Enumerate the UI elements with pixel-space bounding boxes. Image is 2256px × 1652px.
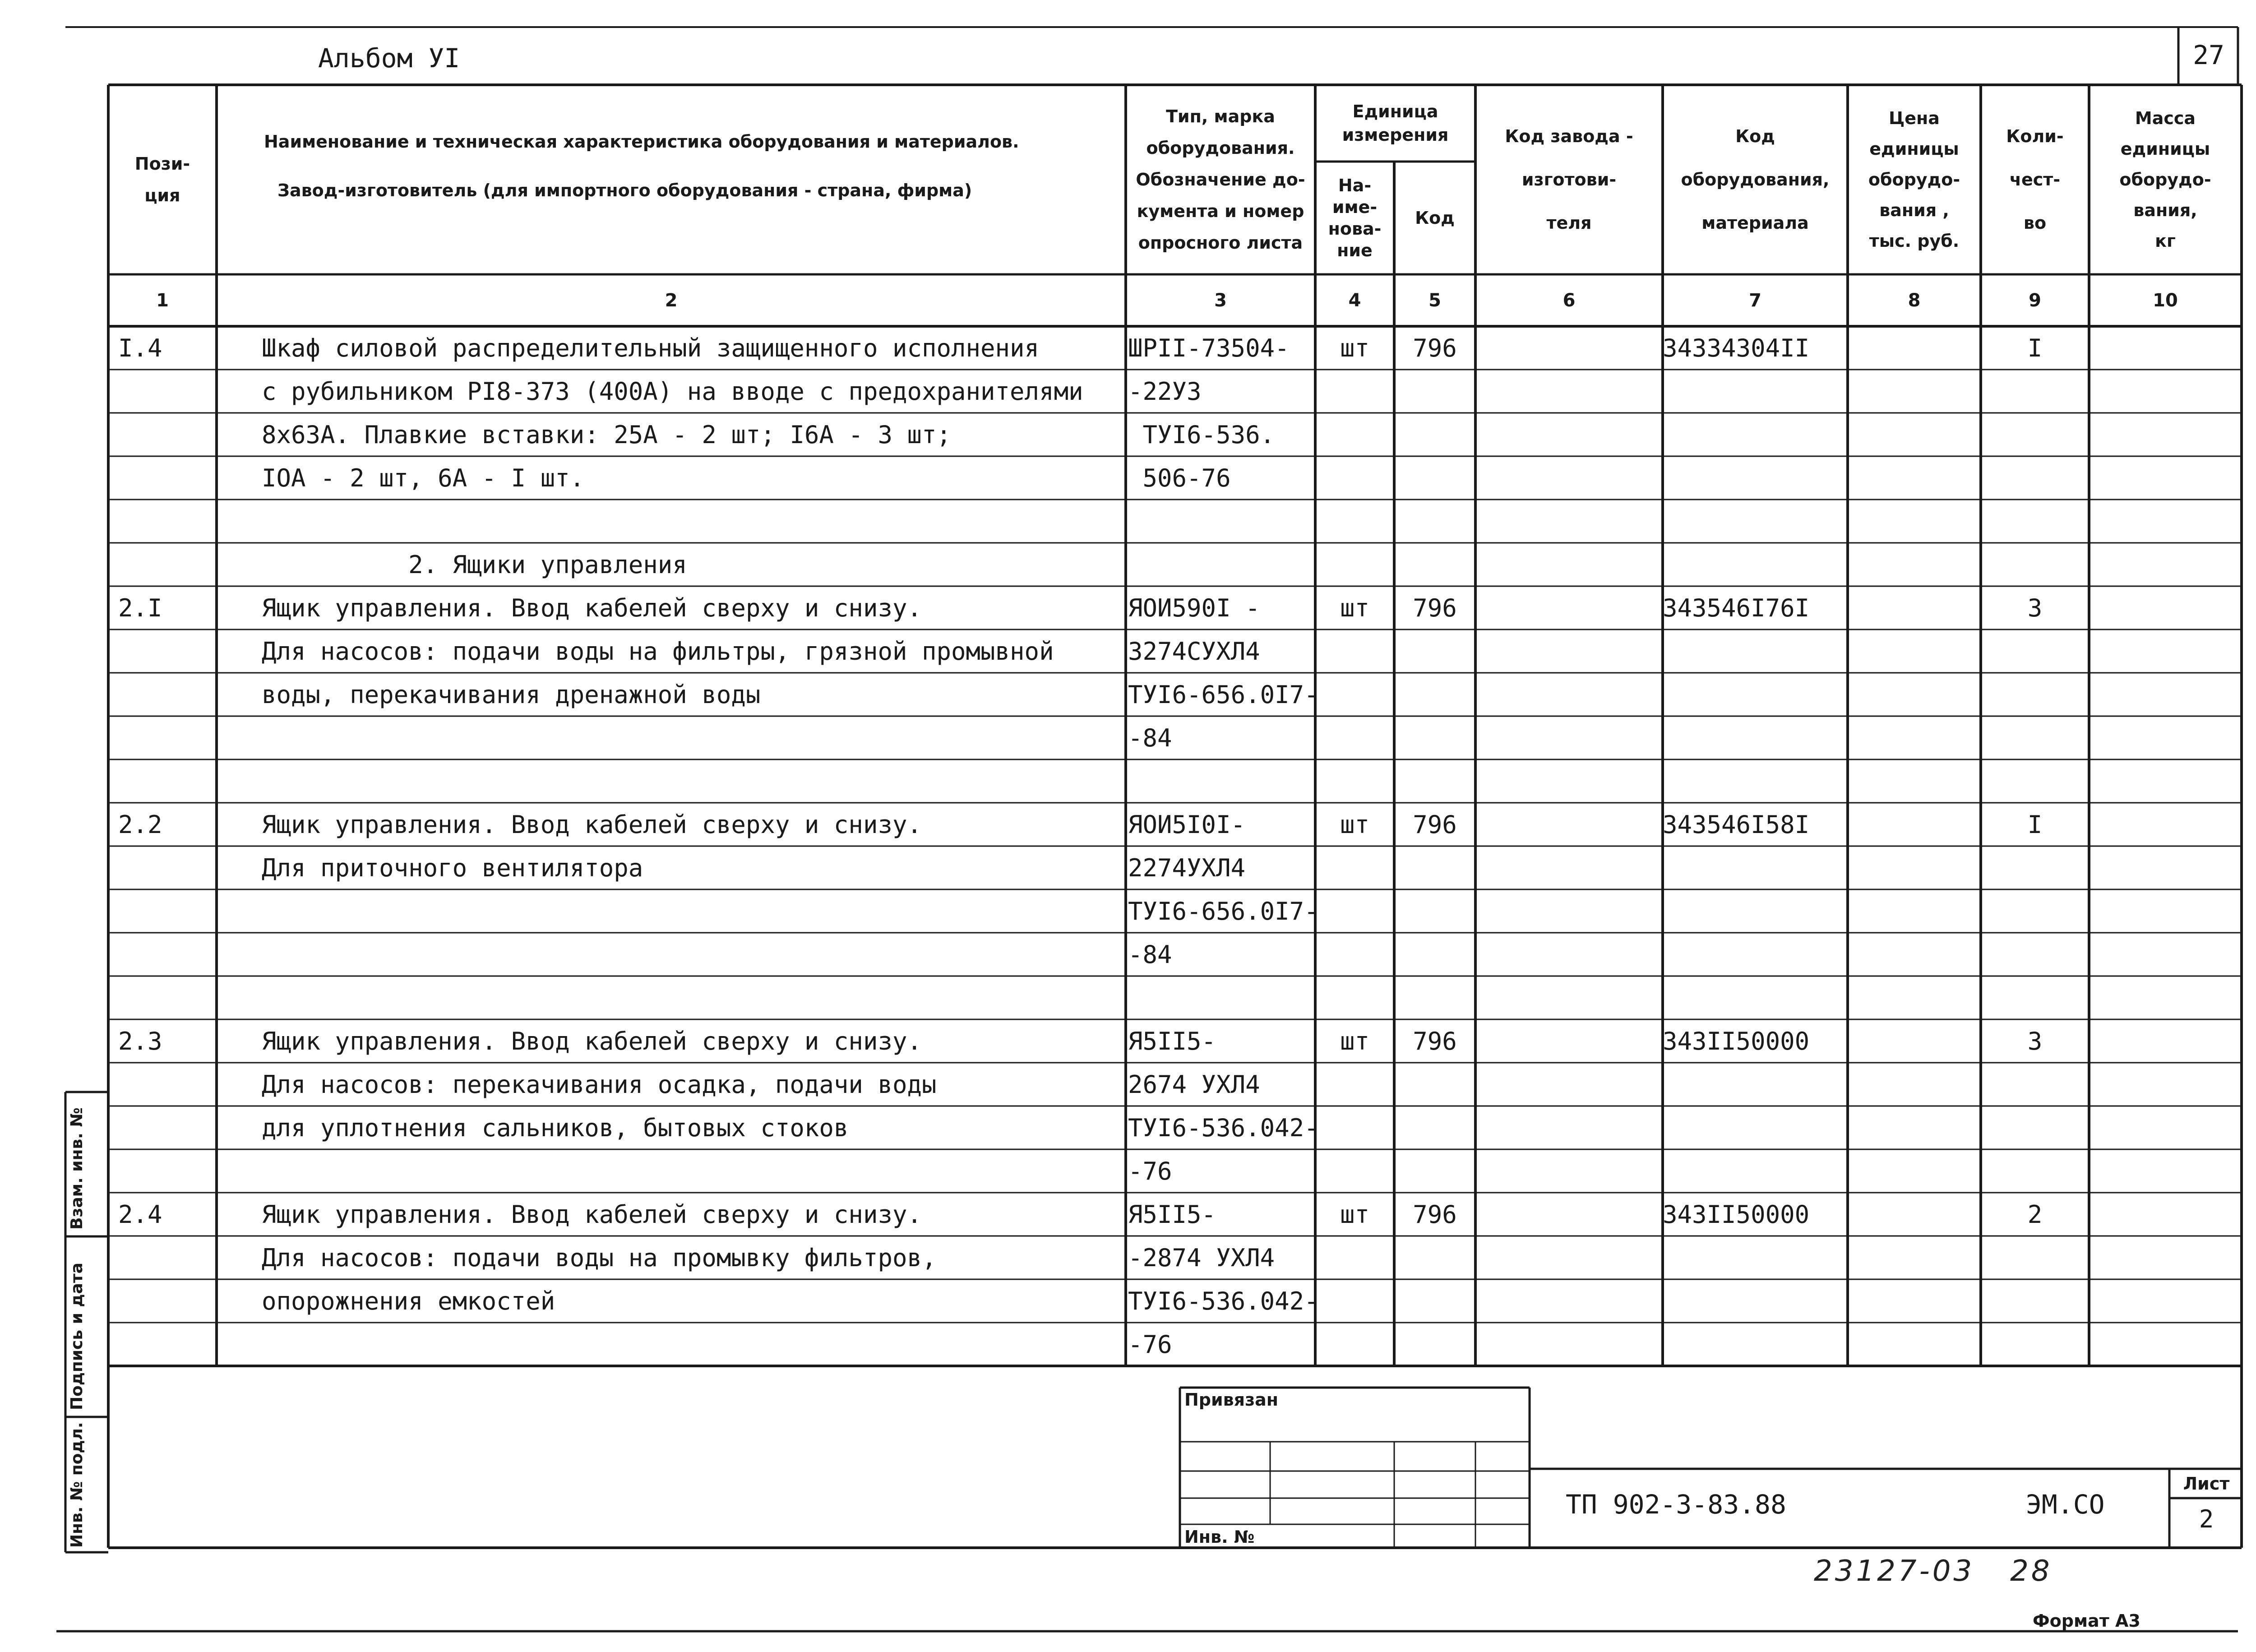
cell-unit-code: 796 — [1413, 1200, 1457, 1229]
cell-name: Шкаф силовой распределительный защищенного исполнения — [262, 333, 1040, 362]
cell-equipment-code: 343546I58I — [1663, 810, 1810, 839]
sheet-number: 2 — [2199, 1505, 2214, 1533]
cell-equipment-code — [1663, 370, 1848, 413]
column-number-9: 9 — [2029, 290, 2041, 311]
sheet-label: Лист — [2183, 1474, 2230, 1494]
cell-unit-code — [1394, 629, 1475, 673]
cell-quantity — [1981, 673, 2089, 716]
cell-equipment-code: 343II50000 — [1663, 1200, 1810, 1229]
cell-quantity — [1981, 370, 2089, 413]
cell-position — [118, 543, 213, 586]
cell-position — [118, 500, 213, 543]
cell-equipment-code — [1663, 1063, 1848, 1106]
cell-type-mark: 2674 УХЛ4 — [1128, 1070, 1260, 1099]
table-row — [0, 456, 2256, 500]
cell-equipment-code: 343546I76I — [1663, 593, 1810, 622]
cell-type-mark: 2274УХЛ4 — [1128, 853, 1246, 882]
table-row — [0, 1236, 2256, 1279]
cell-unit — [1315, 1106, 1394, 1149]
cell-quantity — [1981, 1149, 2089, 1193]
cell-type-mark: Я5II5- — [1128, 1200, 1216, 1229]
cell-unit — [1315, 500, 1394, 543]
cell-unit — [1315, 413, 1394, 456]
cell-type-mark: ТУI6-656.0I7- — [1128, 680, 1319, 709]
cell-unit-code — [1394, 1149, 1475, 1193]
cell-position — [118, 1106, 213, 1149]
cell-quantity — [1981, 1236, 2089, 1279]
cell-position — [118, 1149, 213, 1193]
cell-quantity — [1981, 543, 2089, 586]
cell-position: 2.I — [118, 593, 162, 622]
cell-unit — [1315, 1236, 1394, 1279]
table-row — [0, 716, 2256, 759]
table-row — [0, 543, 2256, 586]
cell-unit: шт — [1340, 593, 1370, 622]
column-number-6: 6 — [1563, 290, 1576, 311]
header-type-mark: Тип, марка оборудования. Обозначение до- кумента и номер опросного листа — [1136, 106, 1305, 253]
cell-equipment-code — [1663, 413, 1848, 456]
column-number-2: 2 — [665, 290, 678, 311]
cell-name: Ящик управления. Ввод кабелей сверху и снизу. — [262, 1027, 922, 1055]
cell-quantity — [1981, 716, 2089, 759]
cell-equipment-code — [1663, 889, 1848, 933]
cell-name — [262, 933, 1119, 976]
cell-position — [118, 456, 213, 500]
table-row — [0, 1019, 2256, 1063]
table-row — [0, 933, 2256, 976]
cell-unit-code — [1394, 846, 1475, 889]
cell-quantity — [1981, 500, 2089, 543]
cell-position: I.4 — [118, 333, 162, 362]
cell-unit: шт — [1340, 810, 1370, 839]
cell-type-mark: -84 — [1128, 723, 1172, 752]
cell-equipment-code — [1663, 933, 1848, 976]
cell-name: 2. Ящики управления — [262, 550, 687, 579]
cell-unit-code — [1394, 1236, 1475, 1279]
cell-equipment-code — [1663, 1106, 1848, 1149]
cell-position — [118, 889, 213, 933]
cell-type-mark: ШРII-73504- — [1128, 333, 1290, 362]
cell-name: Ящик управления. Ввод кабелей сверху и снизу. — [262, 593, 922, 622]
cell-unit: шт — [1340, 1200, 1370, 1229]
table-row — [0, 1193, 2256, 1236]
cell-type-mark: 3274СУХЛ4 — [1128, 637, 1260, 666]
table-row — [0, 889, 2256, 933]
cell-quantity — [1981, 976, 2089, 1019]
cell-quantity: 2 — [2027, 1200, 2043, 1229]
cell-quantity — [1981, 1279, 2089, 1323]
cell-position: 2.3 — [118, 1027, 162, 1055]
cell-type-mark: ТУI6-536. — [1128, 420, 1275, 449]
stamp-inv-no: Инв. № — [1184, 1527, 1255, 1547]
cell-equipment-code — [1663, 500, 1848, 543]
table-row — [0, 1063, 2256, 1106]
header-position: Пози- ция — [134, 154, 190, 205]
cell-position — [118, 933, 213, 976]
table-row — [0, 326, 2256, 370]
cell-equipment-code — [1663, 759, 1848, 803]
cell-position — [118, 1279, 213, 1323]
cell-unit-code — [1394, 413, 1475, 456]
cell-position — [118, 370, 213, 413]
cell-unit — [1315, 1149, 1394, 1193]
cell-name — [262, 889, 1119, 933]
cell-name — [262, 976, 1119, 1019]
header-unit: Единица измерения — [1342, 102, 1449, 145]
cell-name: Для приточного вентилятора — [262, 853, 643, 882]
table-row — [0, 1279, 2256, 1323]
cell-name — [262, 500, 1119, 543]
cell-position — [118, 759, 213, 803]
cell-type-mark: ЯОИ590I - — [1128, 593, 1260, 622]
table-row — [0, 413, 2256, 456]
cell-unit-code — [1394, 1063, 1475, 1106]
format-label: Формат А3 — [2033, 1611, 2140, 1631]
cell-quantity — [1981, 759, 2089, 803]
cell-position — [118, 716, 213, 759]
document-code: ТП 902-3-83.88 — [1566, 1489, 1786, 1520]
header-name-line1: Наименование и техническая характеристика оборудования и материалов. — [264, 132, 1019, 152]
cell-type-mark — [1128, 759, 1313, 803]
cell-equipment-code: 343II50000 — [1663, 1027, 1810, 1055]
cell-unit — [1315, 1323, 1394, 1366]
table-row — [0, 846, 2256, 889]
cell-unit-code: 796 — [1413, 333, 1457, 362]
cell-unit-code: 796 — [1413, 593, 1457, 622]
cell-unit — [1315, 1279, 1394, 1323]
cell-quantity — [1981, 629, 2089, 673]
cell-type-mark: -76 — [1128, 1157, 1172, 1185]
cell-name: Ящик управления. Ввод кабелей сверху и снизу. — [262, 1200, 922, 1229]
cell-unit — [1315, 716, 1394, 759]
cell-unit-code — [1394, 1106, 1475, 1149]
column-number-8: 8 — [1908, 290, 1921, 311]
table-row — [0, 586, 2256, 629]
cell-type-mark: ЯОИ5I0I- — [1128, 810, 1246, 839]
handwritten-archive-number: 23127-03 28 — [1814, 1555, 2053, 1588]
cell-unit — [1315, 976, 1394, 1019]
table-row — [0, 803, 2256, 846]
cell-name — [262, 1149, 1119, 1193]
cell-type-mark: -76 — [1128, 1330, 1172, 1359]
column-number-5: 5 — [1428, 290, 1441, 311]
header-unit-price: Цена единицы оборудо- вания , тыс. руб. — [1868, 108, 1960, 251]
page-number: 27 — [2193, 40, 2224, 70]
cell-unit-code: 796 — [1413, 1027, 1457, 1055]
cell-equipment-code — [1663, 673, 1848, 716]
cell-unit-code — [1394, 759, 1475, 803]
cell-unit-code — [1394, 370, 1475, 413]
cell-unit — [1315, 933, 1394, 976]
cell-quantity — [1981, 1063, 2089, 1106]
cell-quantity — [1981, 846, 2089, 889]
cell-unit-code — [1394, 716, 1475, 759]
cell-position: 2.2 — [118, 810, 162, 839]
cell-unit: шт — [1340, 333, 1370, 362]
cell-name: опорожнения емкостей — [262, 1286, 555, 1315]
cell-name: IОА - 2 шт, 6А - I шт. — [262, 463, 585, 492]
cell-type-mark: -2874 УХЛ4 — [1128, 1243, 1275, 1272]
cell-unit — [1315, 1063, 1394, 1106]
cell-type-mark — [1128, 500, 1313, 543]
cell-quantity: I — [2027, 810, 2043, 839]
table-row — [0, 1323, 2256, 1366]
cell-unit — [1315, 889, 1394, 933]
sidebar-vzam-inv: Взам. инв. № — [68, 1107, 86, 1230]
cell-name — [262, 716, 1119, 759]
album-title: Альбом УI — [318, 43, 460, 74]
sidebar-podpis-data: Подпись и дата — [68, 1263, 86, 1410]
cell-equipment-code — [1663, 629, 1848, 673]
table-row — [0, 1106, 2256, 1149]
cell-name: Для насосов: перекачивания осадка, подачи воды — [262, 1070, 937, 1099]
cell-type-mark: ТУI6-656.0I7- — [1128, 897, 1319, 925]
header-name-line2: Завод-изготовитель (для импортного оборудования - страна, фирма) — [277, 180, 972, 200]
column-number-10: 10 — [2153, 290, 2178, 311]
cell-equipment-code — [1663, 976, 1848, 1019]
cell-name: 8х63А. Плавкие вставки: 25А - 2 шт; I6А - 3 шт; — [262, 420, 952, 449]
cell-unit — [1315, 543, 1394, 586]
cell-name: для уплотнения сальников, бытовых стоков — [262, 1113, 849, 1142]
table-row — [0, 759, 2256, 803]
document-mark: ЭМ.СО — [2026, 1489, 2105, 1520]
cell-position — [118, 673, 213, 716]
cell-equipment-code — [1663, 1279, 1848, 1323]
header-quantity: Коли- чест- во — [2006, 126, 2064, 233]
cell-position — [118, 629, 213, 673]
cell-name: Для насосов: подачи воды на фильтры, грязной промывной — [262, 637, 1054, 666]
cell-quantity — [1981, 889, 2089, 933]
column-number-3: 3 — [1214, 290, 1227, 311]
cell-unit — [1315, 629, 1394, 673]
header-unit-name: На- име- нова- ние — [1328, 176, 1382, 260]
cell-equipment-code — [1663, 846, 1848, 889]
cell-position — [118, 846, 213, 889]
cell-unit: шт — [1340, 1027, 1370, 1055]
cell-position — [118, 976, 213, 1019]
cell-unit — [1315, 673, 1394, 716]
cell-unit-code — [1394, 933, 1475, 976]
cell-unit — [1315, 759, 1394, 803]
cell-equipment-code — [1663, 1149, 1848, 1193]
column-number-7: 7 — [1749, 290, 1761, 311]
cell-position — [118, 1236, 213, 1279]
cell-unit-code — [1394, 543, 1475, 586]
table-row — [0, 976, 2256, 1019]
cell-name — [262, 759, 1119, 803]
table-row — [0, 500, 2256, 543]
cell-name: воды, перекачивания дренажной воды — [262, 680, 761, 709]
cell-position: 2.4 — [118, 1200, 162, 1229]
cell-quantity — [1981, 1106, 2089, 1149]
cell-quantity — [1981, 456, 2089, 500]
cell-type-mark: -84 — [1128, 940, 1172, 969]
cell-equipment-code — [1663, 456, 1848, 500]
cell-type-mark: 506-76 — [1128, 463, 1231, 492]
cell-position — [118, 1323, 213, 1366]
cell-name: Ящик управления. Ввод кабелей сверху и снизу. — [262, 810, 922, 839]
cell-quantity: 3 — [2027, 1027, 2043, 1055]
cell-unit-code — [1394, 500, 1475, 543]
column-number-4: 4 — [1348, 290, 1361, 311]
cell-equipment-code — [1663, 543, 1848, 586]
cell-type-mark: ТУI6-536.042- — [1128, 1113, 1319, 1142]
cell-position — [118, 413, 213, 456]
cell-unit-code — [1394, 976, 1475, 1019]
table-row — [0, 370, 2256, 413]
cell-type-mark: ТУI6-536.042- — [1128, 1286, 1319, 1315]
cell-type-mark: -22У3 — [1128, 377, 1202, 406]
stamp-privyazan: Привязан — [1184, 1390, 1279, 1410]
cell-type-mark — [1128, 543, 1313, 586]
cell-quantity: I — [2027, 333, 2043, 362]
cell-quantity — [1981, 933, 2089, 976]
cell-unit-code — [1394, 456, 1475, 500]
sidebar-inv-podl: Инв. № подл. — [68, 1422, 86, 1548]
header-manufacturer-code: Код завода - изготови- теля — [1505, 126, 1633, 233]
cell-unit-code — [1394, 673, 1475, 716]
cell-unit — [1315, 456, 1394, 500]
cell-type-mark: Я5II5- — [1128, 1027, 1216, 1055]
cell-equipment-code — [1663, 1236, 1848, 1279]
header-unit-mass: Масса единицы оборудо- вания, кг — [2119, 108, 2211, 251]
cell-unit-code — [1394, 1323, 1475, 1366]
cell-quantity — [1981, 413, 2089, 456]
table-row — [0, 629, 2256, 673]
cell-type-mark — [1128, 976, 1313, 1019]
table-row — [0, 1149, 2256, 1193]
cell-unit — [1315, 846, 1394, 889]
table-row — [0, 673, 2256, 716]
header-equipment-code: Код оборудования, материала — [1681, 126, 1830, 233]
cell-equipment-code — [1663, 716, 1848, 759]
header-unit-code: Код — [1415, 208, 1455, 228]
cell-quantity: 3 — [2027, 593, 2043, 622]
cell-name: Для насосов: подачи воды на промывку фильтров, — [262, 1243, 937, 1272]
cell-position — [118, 1063, 213, 1106]
cell-equipment-code: 34334304II — [1663, 333, 1810, 362]
cell-unit — [1315, 370, 1394, 413]
cell-unit-code — [1394, 1279, 1475, 1323]
cell-quantity — [1981, 1323, 2089, 1366]
cell-unit-code: 796 — [1413, 810, 1457, 839]
cell-name: с рубильником РI8-373 (400А) на вводе с предохранителями — [262, 377, 1083, 406]
cell-name — [262, 1323, 1119, 1366]
column-number-1: 1 — [156, 290, 169, 311]
cell-unit-code — [1394, 889, 1475, 933]
cell-equipment-code — [1663, 1323, 1848, 1366]
